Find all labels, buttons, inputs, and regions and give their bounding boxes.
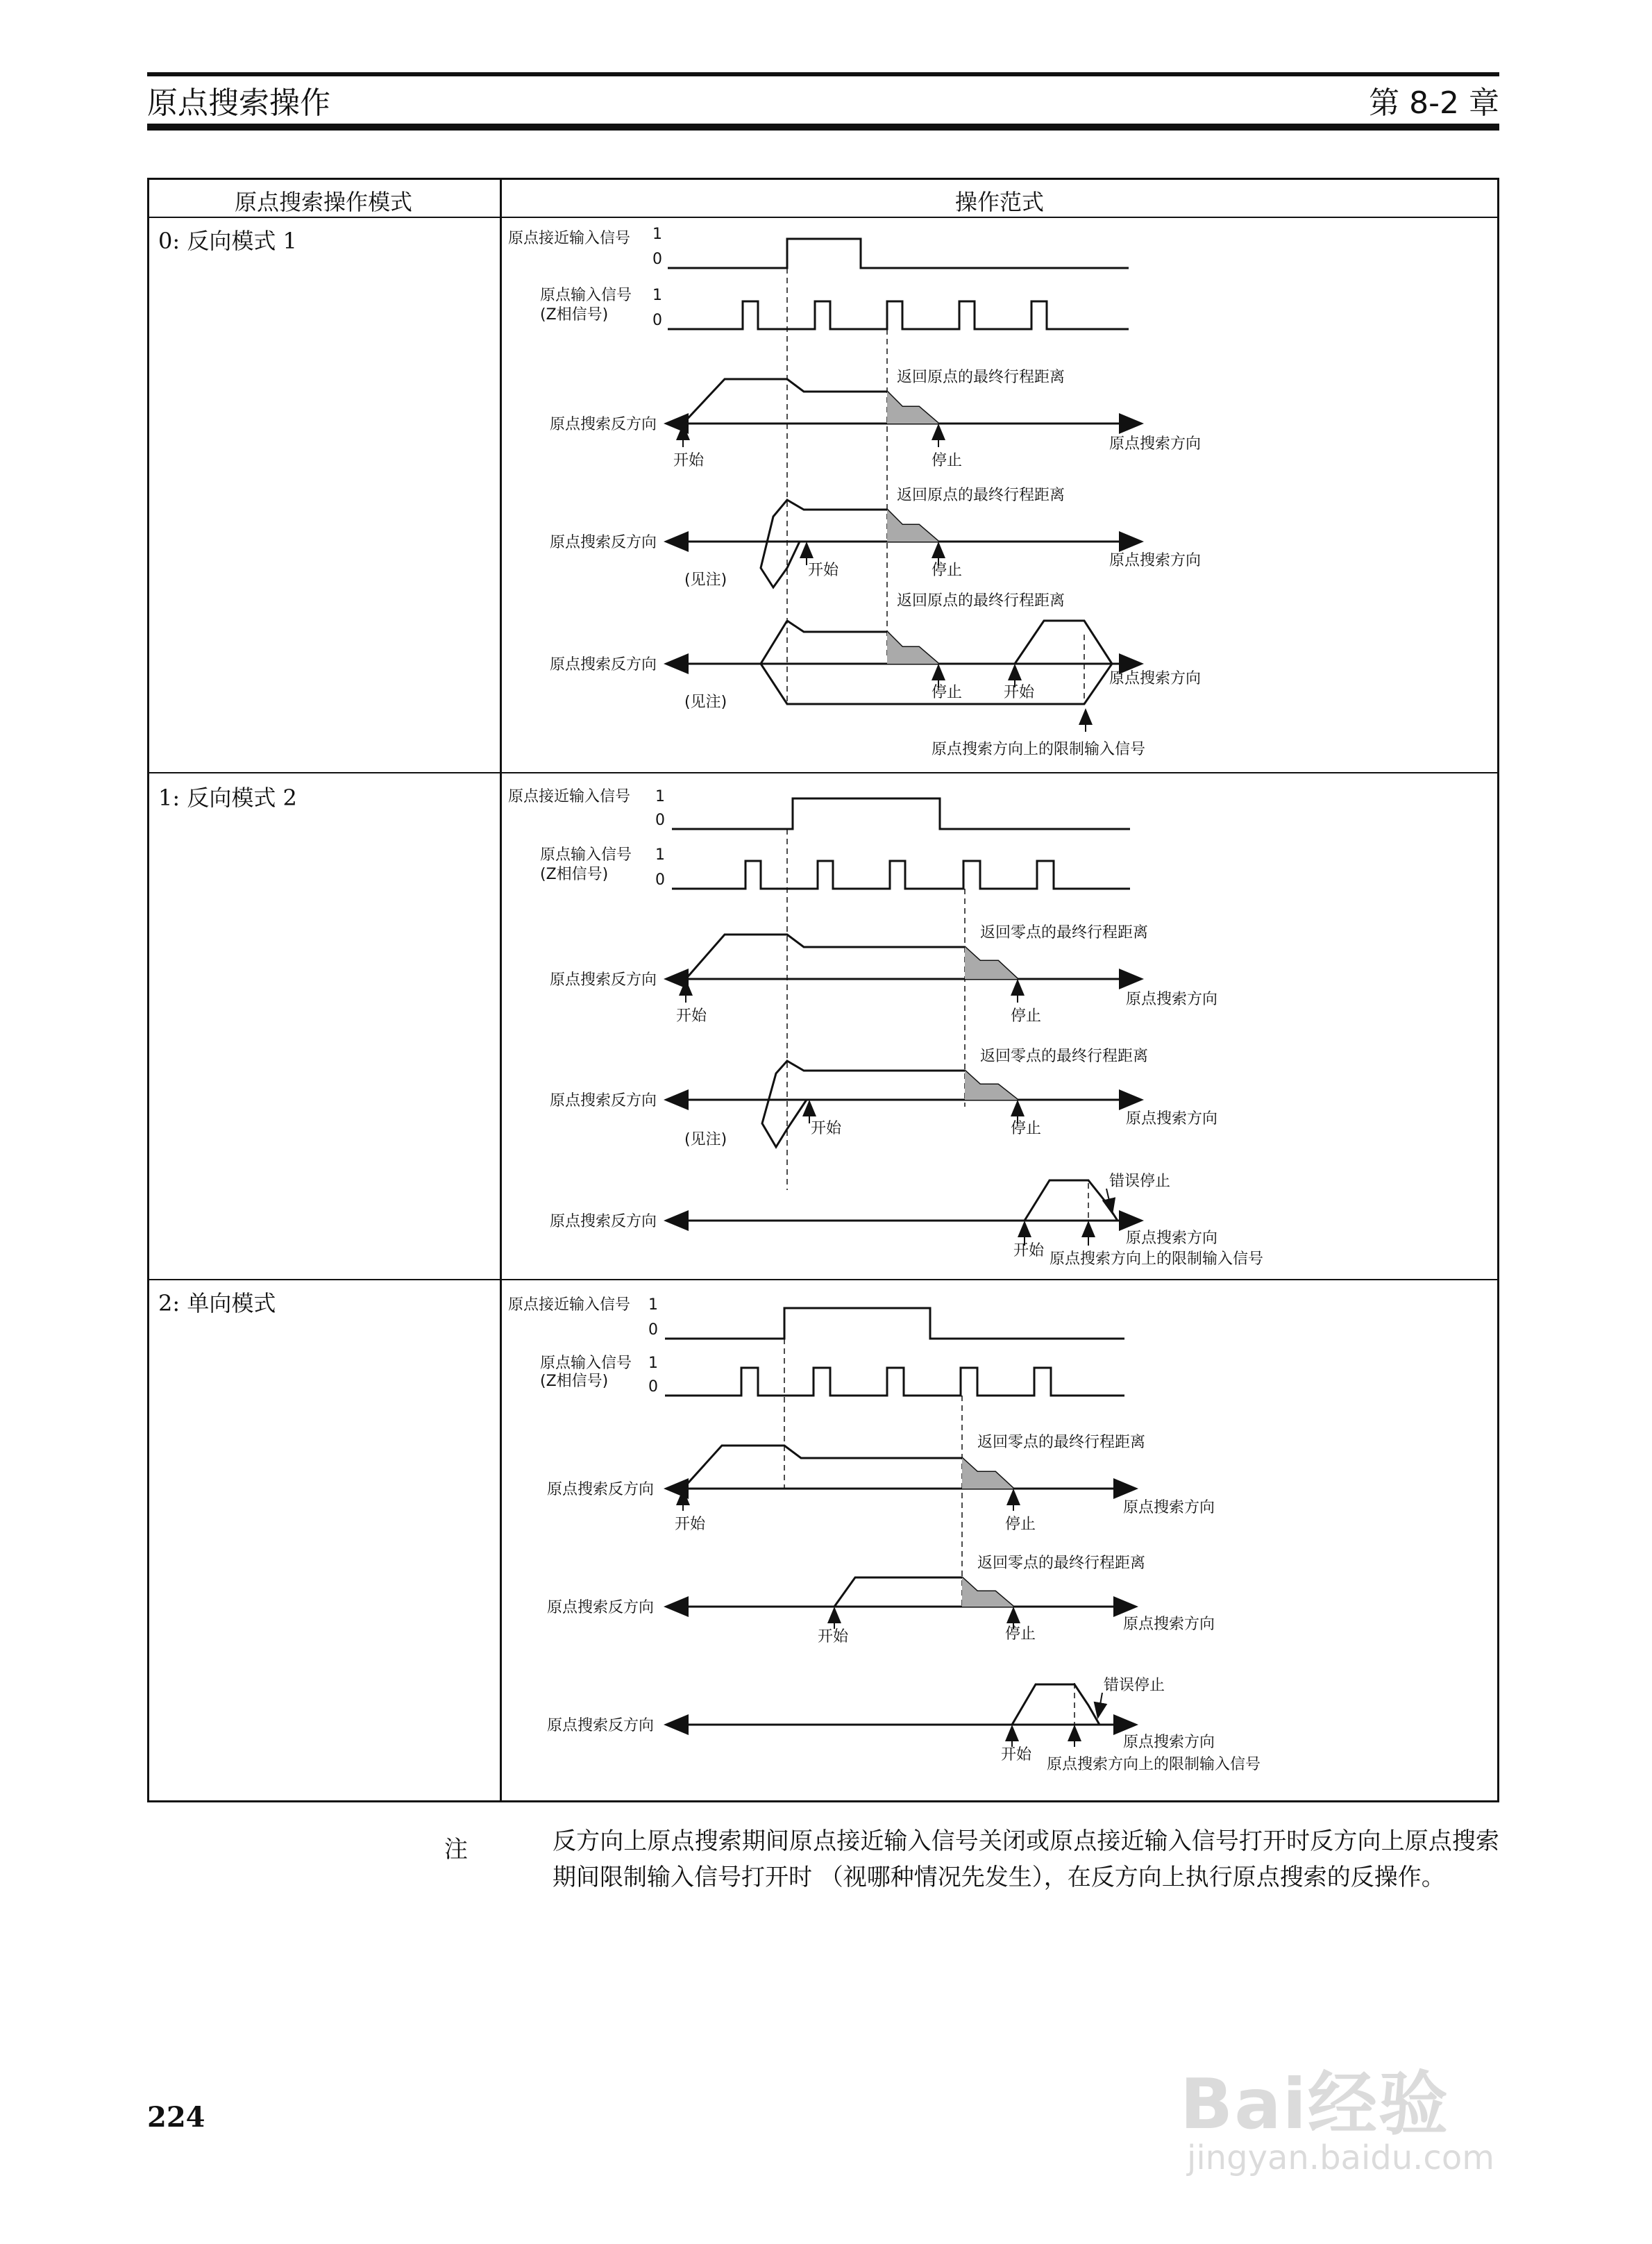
origin-waveform (672, 861, 1130, 889)
chapter-label: 第 8-2 章 (1369, 85, 1499, 121)
watermark-logo-text: Bai经验 (1180, 2063, 1449, 2145)
final-travel-area (887, 392, 938, 424)
error-stop-pointer (1098, 1693, 1102, 1716)
baidu-watermark (1180, 2034, 1569, 2187)
stop-label: 停止 (932, 452, 963, 469)
timing-diagram-one-direction-mode (501, 1280, 1498, 1801)
proximity-waveform (665, 1308, 1124, 1339)
final-travel-area (887, 510, 938, 542)
final-travel-label: 返回原点的最终行程距离 (897, 369, 1065, 386)
start-label: 开始 (676, 1007, 707, 1025)
zphase-label: (Z相信号) (540, 1373, 609, 1390)
forward-direction-label: 原点搜索方向 (1126, 991, 1218, 1008)
level-zero-label: 0 (648, 1378, 658, 1396)
see-note-label: (见注) (684, 571, 727, 589)
proximity-signal-label: 原点接近输入信号 (508, 788, 631, 805)
final-travel-area (962, 1577, 1013, 1607)
origin-signal-label: 原点输入信号 (540, 846, 632, 864)
timing-diagram-reverse-mode-1 (501, 218, 1498, 772)
reverse-direction-label: 原点搜索反方向 (547, 1481, 655, 1498)
stop-label: 停止 (1005, 1516, 1036, 1533)
start-label: 开始 (808, 562, 839, 579)
col-header-mode: 原点搜索操作模式 (234, 189, 412, 215)
zphase-label: (Z相信号) (540, 306, 609, 324)
note-label: 注 (444, 1836, 468, 1864)
header-bottom-rule (147, 124, 1499, 131)
forward-direction-label: 原点搜索方向 (1109, 552, 1202, 569)
mode-label: 2: 单向模式 (158, 1290, 276, 1316)
final-travel-area (965, 1071, 1018, 1100)
level-one-label: 1 (655, 788, 665, 805)
forward-direction-label: 原点搜索方向 (1109, 670, 1202, 687)
limit-signal-label: 原点搜索方向上的限制输入信号 (1050, 1250, 1264, 1268)
origin-signal-label: 原点输入信号 (540, 287, 632, 304)
proximity-waveform (668, 239, 1129, 268)
reverse-direction-label: 原点搜索反方向 (550, 534, 657, 551)
final-travel-area (962, 1458, 1013, 1489)
forward-direction-label: 原点搜索方向 (1123, 1616, 1215, 1633)
motion-profile (1025, 1180, 1118, 1221)
see-note-label: (见注) (684, 694, 727, 711)
proximity-signal-label: 原点接近输入信号 (508, 230, 631, 247)
stop-label: 停止 (932, 562, 963, 579)
page-number: 224 (147, 2101, 205, 2134)
origin-waveform (665, 1368, 1124, 1396)
mode-label: 1: 反向模式 2 (158, 785, 297, 811)
reverse-direction-label: 原点搜索反方向 (550, 656, 657, 673)
proximity-signal-label: 原点接近输入信号 (508, 1296, 631, 1314)
forward-direction-label: 原点搜索方向 (1126, 1110, 1218, 1128)
stop-label: 停止 (932, 684, 963, 701)
final-travel-label: 返回零点的最终行程距离 (980, 1048, 1149, 1065)
forward-direction-label: 原点搜索方向 (1123, 1499, 1215, 1516)
forward-direction-label: 原点搜索方向 (1126, 1230, 1218, 1247)
timing-diagram-reverse-mode-2 (501, 773, 1498, 1279)
start-label: 开始 (1004, 684, 1035, 701)
motion-profile (762, 1061, 1018, 1147)
start-label: 开始 (1013, 1242, 1045, 1259)
forward-direction-label: 原点搜索方向 (1123, 1734, 1215, 1751)
final-travel-area (887, 632, 938, 664)
level-zero-label: 0 (655, 812, 665, 829)
final-travel-label: 返回零点的最终行程距离 (977, 1434, 1146, 1451)
limit-signal-label: 原点搜索方向上的限制输入信号 (1047, 1756, 1261, 1773)
proximity-waveform (672, 798, 1130, 829)
reverse-direction-label: 原点搜索反方向 (550, 416, 657, 433)
reverse-direction-label: 原点搜索反方向 (547, 1717, 655, 1734)
final-travel-label: 返回原点的最终行程距离 (897, 592, 1065, 610)
level-one-label: 1 (652, 287, 662, 304)
motion-profile (1012, 1684, 1099, 1725)
error-stop-label: 错误停止 (1104, 1677, 1165, 1694)
forward-direction-label: 原点搜索方向 (1109, 435, 1202, 453)
col-header-pattern: 操作范式 (954, 189, 1044, 215)
section-title: 原点搜索操作 (147, 85, 330, 121)
zphase-label: (Z相信号) (540, 866, 609, 883)
start-label: 开始 (673, 452, 705, 469)
stop-label: 停止 (1011, 1120, 1042, 1137)
reverse-direction-label: 原点搜索反方向 (550, 1092, 657, 1110)
reverse-direction-label: 原点搜索反方向 (547, 1599, 655, 1616)
level-zero-label: 0 (648, 1321, 658, 1339)
see-note-label: (见注) (684, 1131, 727, 1148)
final-travel-label: 返回零点的最终行程距离 (980, 924, 1149, 941)
level-one-label: 1 (652, 226, 662, 243)
final-travel-label: 返回零点的最终行程距离 (977, 1555, 1146, 1572)
reverse-direction-label: 原点搜索反方向 (550, 1213, 657, 1230)
final-travel-label: 返回原点的最终行程距离 (897, 487, 1065, 504)
level-zero-label: 0 (652, 251, 662, 268)
start-label: 开始 (818, 1628, 849, 1646)
error-stop-label: 错误停止 (1109, 1173, 1171, 1190)
stop-label: 停止 (1005, 1625, 1036, 1643)
header-top-rule (147, 72, 1499, 76)
limit-signal-label: 原点搜索方向上的限制输入信号 (932, 741, 1146, 758)
watermark-url: jingyan.baidu.com (1187, 2138, 1494, 2177)
start-label: 开始 (1001, 1746, 1032, 1764)
level-zero-label: 0 (655, 871, 665, 889)
stop-label: 停止 (1011, 1007, 1042, 1025)
origin-waveform (668, 301, 1129, 329)
level-zero-label: 0 (652, 312, 662, 329)
reverse-direction-label: 原点搜索反方向 (550, 971, 657, 989)
final-travel-area (965, 947, 1018, 979)
level-one-label: 1 (655, 846, 665, 864)
level-one-label: 1 (648, 1296, 658, 1314)
origin-signal-label: 原点输入信号 (540, 1355, 632, 1372)
start-label: 开始 (675, 1516, 706, 1533)
note-text: 反方向上原点搜索期间原点接近输入信号关闭或原点接近输入信号打开时反方向上原点搜索期间限制输入信号打开时 （视哪种情况先发生），在反方向上执行原点搜索的反操作。 (553, 1827, 1499, 1891)
start-label: 开始 (811, 1120, 842, 1137)
mode-label: 0: 反向模式 1 (158, 228, 297, 254)
level-one-label: 1 (648, 1355, 658, 1372)
